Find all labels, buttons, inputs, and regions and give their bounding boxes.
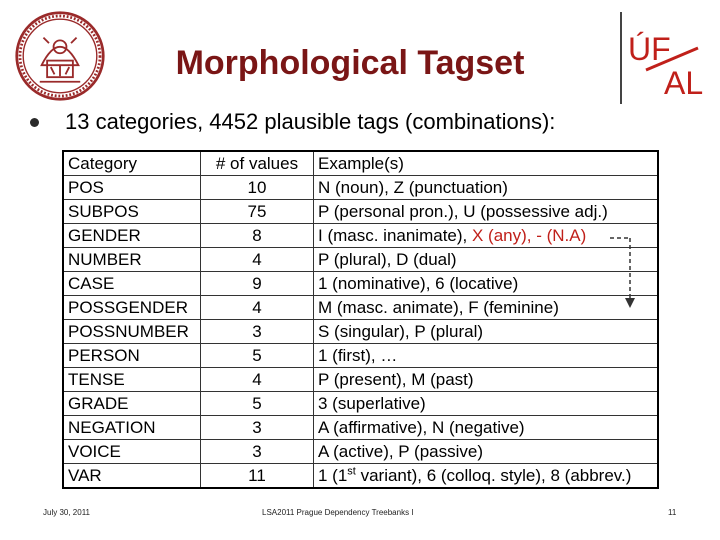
table-row — [63, 200, 658, 224]
category-cell: VOICE — [63, 440, 201, 464]
category-cell: GRADE — [63, 392, 201, 416]
column-header-count: # of values — [201, 151, 314, 176]
count-cell: 3 — [201, 440, 314, 464]
category-cell: NUMBER — [63, 248, 201, 272]
table-row — [63, 368, 658, 392]
category-cell: GENDER — [63, 224, 201, 248]
example-cell: S (singular), P (plural) — [314, 320, 659, 344]
count-cell: 9 — [201, 272, 314, 296]
example-cell: A (affirmative), N (negative) — [314, 416, 659, 440]
example-text-rest: variant), 6 (colloq. style), 8 (abbrev.) — [355, 465, 632, 485]
category-cell: PERSON — [63, 344, 201, 368]
table-row — [63, 464, 658, 489]
category-cell: POSSGENDER — [63, 296, 201, 320]
logo-letters-bottom: AL — [664, 65, 704, 100]
count-cell: 11 — [201, 464, 314, 489]
logo-letters-top: ÚF — [628, 31, 671, 67]
table-row — [63, 416, 658, 440]
table-row — [63, 224, 658, 248]
category-cell: POSSNUMBER — [63, 320, 201, 344]
footer-course: LSA2011 Prague Dependency Treebanks I — [262, 508, 414, 517]
count-cell: 5 — [201, 392, 314, 416]
table-row — [63, 296, 658, 320]
example-cell: 3 (superlative) — [314, 392, 659, 416]
example-cell: 1 (first), … — [314, 344, 659, 368]
column-header-examples: Example(s) — [314, 151, 659, 176]
example-cell: A (active), P (passive) — [314, 440, 659, 464]
column-header-category: Category — [63, 151, 201, 176]
table-header-row — [63, 151, 658, 176]
table-row — [63, 176, 658, 200]
count-cell: 3 — [201, 416, 314, 440]
example-cell: P (present), M (past) — [314, 368, 659, 392]
header-divider — [620, 12, 622, 104]
example-cell: 1 (nominative), 6 (locative) — [314, 272, 659, 296]
example-text: I (masc. inanimate), — [318, 225, 472, 245]
page-title: Morphological Tagset — [175, 44, 525, 82]
example-highlight: X (any), - (N.A) — [472, 225, 587, 245]
table-row — [63, 392, 658, 416]
tagset-table — [62, 150, 659, 489]
table-row — [63, 272, 658, 296]
category-cell: NEGATION — [63, 416, 201, 440]
category-cell: TENSE — [63, 368, 201, 392]
count-cell: 5 — [201, 344, 314, 368]
example-cell: N (noun), Z (punctuation) — [314, 176, 659, 200]
category-cell: SUBPOS — [63, 200, 201, 224]
dashed-arrow-icon — [608, 228, 648, 313]
count-cell: 3 — [201, 320, 314, 344]
example-cell: P (plural), D (dual) — [314, 248, 659, 272]
count-cell: 10 — [201, 176, 314, 200]
ufal-logo-icon — [628, 28, 720, 100]
footer-date: July 30, 2011 — [43, 508, 90, 517]
category-cell: POS — [63, 176, 201, 200]
example-cell — [314, 464, 659, 489]
example-cell: M (masc. animate), F (feminine) — [314, 296, 659, 320]
table-row — [63, 344, 658, 368]
count-cell: 4 — [201, 368, 314, 392]
bullet-text: 13 categories, 4452 plausible tags (combinations): — [65, 109, 556, 134]
count-cell: 4 — [201, 248, 314, 272]
bullet-icon — [30, 118, 39, 127]
example-cell — [314, 224, 659, 248]
count-cell: 8 — [201, 224, 314, 248]
count-cell: 4 — [201, 296, 314, 320]
table-row — [63, 248, 658, 272]
count-cell: 75 — [201, 200, 314, 224]
table-row — [63, 440, 658, 464]
example-text: 1 (1 — [318, 465, 348, 485]
category-cell: VAR — [63, 464, 201, 489]
university-seal-icon — [14, 10, 106, 102]
category-cell: CASE — [63, 272, 201, 296]
table-row — [63, 320, 658, 344]
example-cell: P (personal pron.), U (possessive adj.) — [314, 200, 659, 224]
footer-page-number: 11 — [668, 508, 677, 517]
example-superscript: st — [347, 464, 356, 477]
